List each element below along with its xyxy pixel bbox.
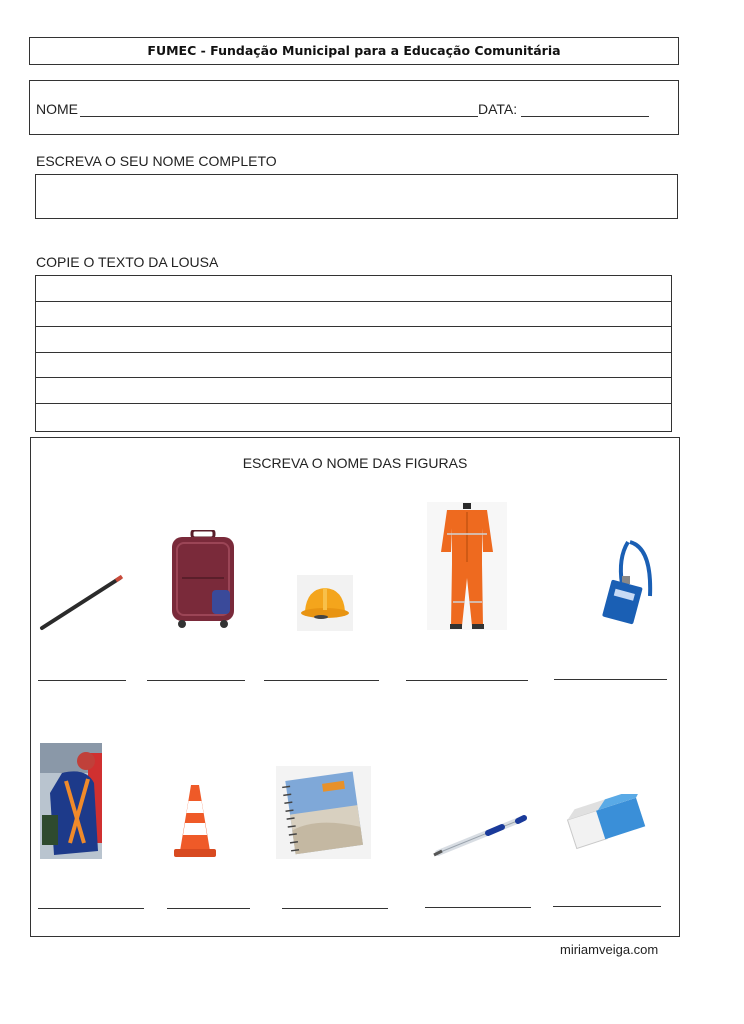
eraser-icon [565, 794, 649, 861]
badge-lanyard-icon [600, 540, 660, 631]
answer-line-cone[interactable] [167, 908, 250, 909]
full-name-instruction: ESCREVA O SEU NOME COMPLETO [36, 153, 277, 169]
name-field[interactable] [80, 116, 478, 117]
copy-text-area[interactable] [35, 275, 672, 432]
answer-line-uniform[interactable] [406, 680, 528, 681]
answer-line-pen[interactable] [425, 907, 531, 908]
writing-line [36, 403, 671, 404]
suitcase-icon [168, 530, 238, 635]
full-name-field[interactable] [35, 174, 678, 219]
writing-line [36, 301, 671, 302]
writing-line [36, 352, 671, 353]
header-box [29, 37, 679, 65]
orange-uniform-icon [427, 502, 507, 635]
figures-instruction: ESCREVA O NOME DAS FIGURAS [242, 455, 468, 471]
name-label: NOME [36, 101, 78, 117]
pen-icon [432, 813, 528, 864]
answer-line-eraser[interactable] [553, 906, 661, 907]
hard-hat-icon [297, 575, 353, 636]
writing-line [36, 377, 671, 378]
worker-harness-icon [40, 743, 102, 864]
answer-line-pencil[interactable] [38, 680, 126, 681]
writing-line [36, 326, 671, 327]
date-field[interactable] [521, 116, 649, 117]
name-date-box [29, 80, 679, 135]
copy-text-instruction: COPIE O TEXTO DA LOUSA [36, 254, 219, 270]
answer-line-suitcase[interactable] [147, 680, 245, 681]
answer-line-notebook[interactable] [282, 908, 388, 909]
header-title: FUMEC - Fundação Municipal para a Educação Comunitária [147, 43, 561, 58]
date-label: DATA: [478, 101, 518, 117]
traffic-cone-icon [174, 783, 216, 864]
answer-line-badge[interactable] [554, 679, 667, 680]
answer-line-hard-hat[interactable] [264, 680, 379, 681]
answer-line-worker[interactable] [38, 908, 144, 909]
notebook-icon [276, 766, 371, 864]
footer-credit: miriamveiga.com [560, 942, 659, 957]
pencil-icon [38, 572, 126, 637]
